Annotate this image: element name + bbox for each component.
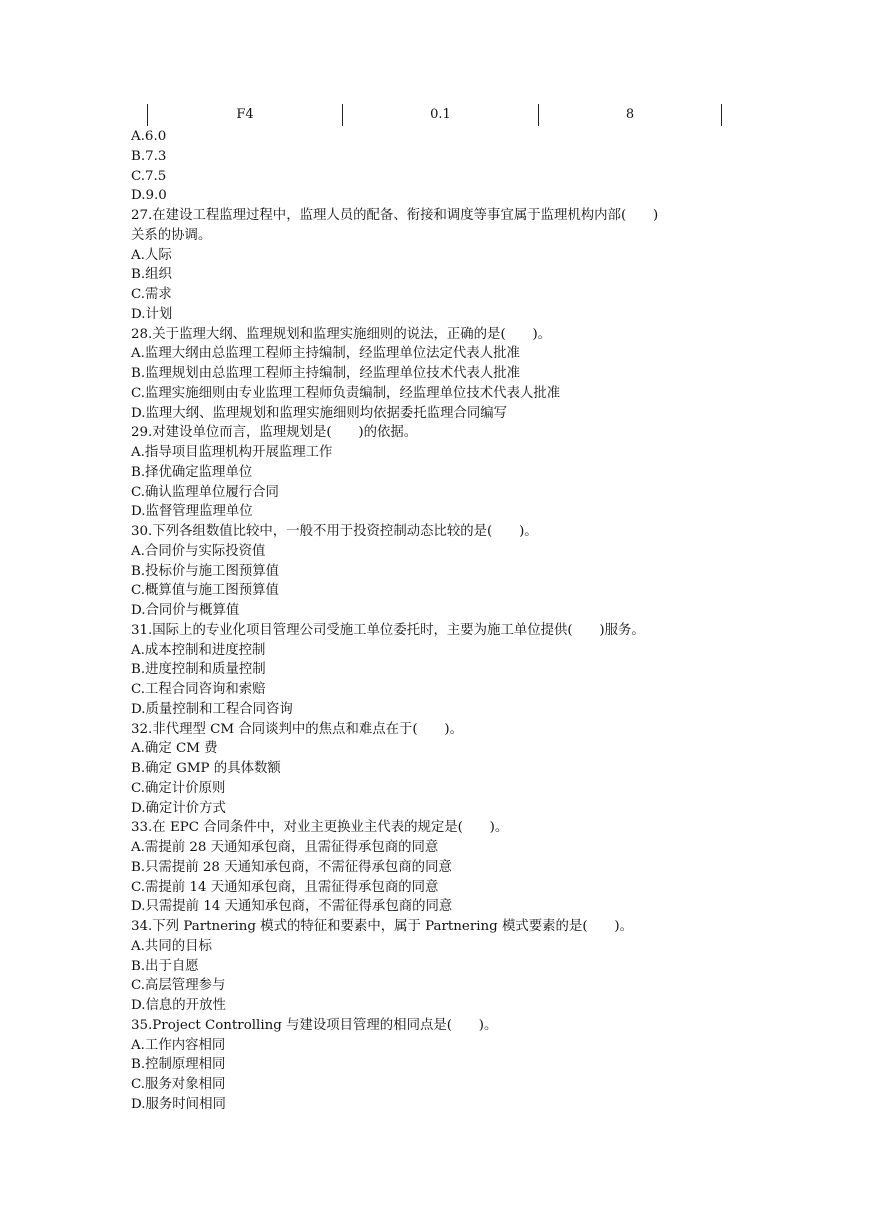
text-line: 28.关于监理大纲、监理规划和监理实施细则的说法，正确的是( )。 bbox=[131, 326, 552, 342]
text-line: B.进度控制和质量控制 bbox=[131, 662, 266, 678]
question-list bbox=[131, 127, 741, 1115]
text-line: B.出于自愿 bbox=[131, 958, 199, 974]
text-line: 33.在 EPC 合同条件中，对业主更换业主代表的规定是( )。 bbox=[131, 820, 509, 836]
text-line: D.信息的开放性 bbox=[131, 998, 226, 1013]
text-line: C.概算值与施工图预算值 bbox=[131, 583, 279, 599]
text-line: A.监理大纲由总监理工程师主持编制，经监理单位法定代表人批准 bbox=[131, 346, 520, 362]
text-line: D.质量控制和工程合同咨询 bbox=[131, 701, 293, 717]
table-cell: F4 bbox=[147, 104, 342, 126]
text-line: C.确定计价原则 bbox=[131, 780, 226, 796]
text-line: 34.下列 Partnering 模式的特征和要素中，属于 Partnering 模式要素的是( )。 bbox=[131, 919, 633, 934]
text-line: 35.Project Controlling 与建设项目管理的相同点是( )。 bbox=[131, 1017, 498, 1033]
text-line: A.指导项目监理机构开展监理工作 bbox=[131, 445, 333, 460]
text-line: A.需提前 28 天通知承包商，且需征得承包商的同意 bbox=[131, 840, 439, 855]
text-line: C.高层管理参与 bbox=[131, 978, 226, 994]
text-line: D.确定计价方式 bbox=[131, 800, 226, 816]
text-line: A.成本控制和进度控制 bbox=[131, 642, 266, 658]
text-line: B.7.3 bbox=[131, 148, 167, 164]
text-line: B.择优确定监理单位 bbox=[131, 464, 253, 480]
text-line: B.控制原理相同 bbox=[131, 1057, 226, 1073]
table-row bbox=[147, 104, 722, 126]
table-cell: 8 bbox=[538, 104, 722, 126]
text-line: 32.非代理型 CM 合同谈判中的焦点和难点在于( )。 bbox=[131, 721, 464, 737]
text-line: B.投标价与施工图预算值 bbox=[131, 563, 280, 579]
text-line: C.服务对象相同 bbox=[131, 1077, 226, 1092]
text-line: B.只需提前 28 天通知承包商，不需征得承包商的同意 bbox=[131, 859, 452, 875]
text-line: 关系的协调。 bbox=[131, 227, 212, 243]
text-line: B.组织 bbox=[131, 267, 172, 283]
text-line: D.合同价与概算值 bbox=[131, 603, 240, 618]
text-line: D.9.0 bbox=[131, 188, 167, 204]
text-line: A.人际 bbox=[131, 247, 172, 263]
text-line: C.确认监理单位履行合同 bbox=[131, 484, 279, 500]
text-line: D.服务时间相同 bbox=[131, 1096, 226, 1112]
text-line: D.只需提前 14 天通知承包商，不需征得承包商的同意 bbox=[131, 899, 453, 915]
text-line: D.监督管理监理单位 bbox=[131, 504, 253, 520]
text-line: C.监理实施细则由专业监理工程师负责编制，经监理单位技术代表人批准 bbox=[131, 385, 561, 401]
text-line: 31.国际上的专业化项目管理公司受施工单位委托时，主要为施工单位提供( )服务。 bbox=[131, 622, 645, 638]
text-line: C.需求 bbox=[131, 287, 172, 302]
text-line: A.合同价与实际投资值 bbox=[131, 543, 266, 559]
text-line: D.计划 bbox=[131, 306, 173, 322]
text-line: B.确定 GMP 的具体数额 bbox=[131, 761, 281, 776]
text-line: D.监理大纲、监理规划和监理实施细则均依据委托监理合同编写 bbox=[131, 405, 508, 421]
text-line: A.6.0 bbox=[131, 129, 167, 144]
text-line: B.监理规划由总监理工程师主持编制，经监理单位技术代表人批准 bbox=[131, 366, 521, 381]
text-line: C.工程合同咨询和索赔 bbox=[131, 682, 266, 697]
text-line: 30.下列各组数值比较中，一般不用于投资控制动态比较的是( )。 bbox=[131, 524, 538, 539]
text-line: A.工作内容相同 bbox=[131, 1037, 226, 1053]
text-line: 29.对建设单位而言，监理规划是( )的依据。 bbox=[131, 425, 418, 441]
text-line: 27.在建设工程监理过程中，监理人员的配备、衔接和调度等事宜属于监理机构内部( ) bbox=[131, 208, 659, 223]
text-line: C.需提前 14 天通知承包商，且需征得承包商的同意 bbox=[131, 879, 439, 895]
text-line: A.确定 CM 费 bbox=[131, 741, 218, 757]
text-line: C.7.5 bbox=[131, 168, 167, 184]
table-cell: 0.1 bbox=[342, 104, 538, 126]
text-line: A.共同的目标 bbox=[131, 938, 212, 954]
